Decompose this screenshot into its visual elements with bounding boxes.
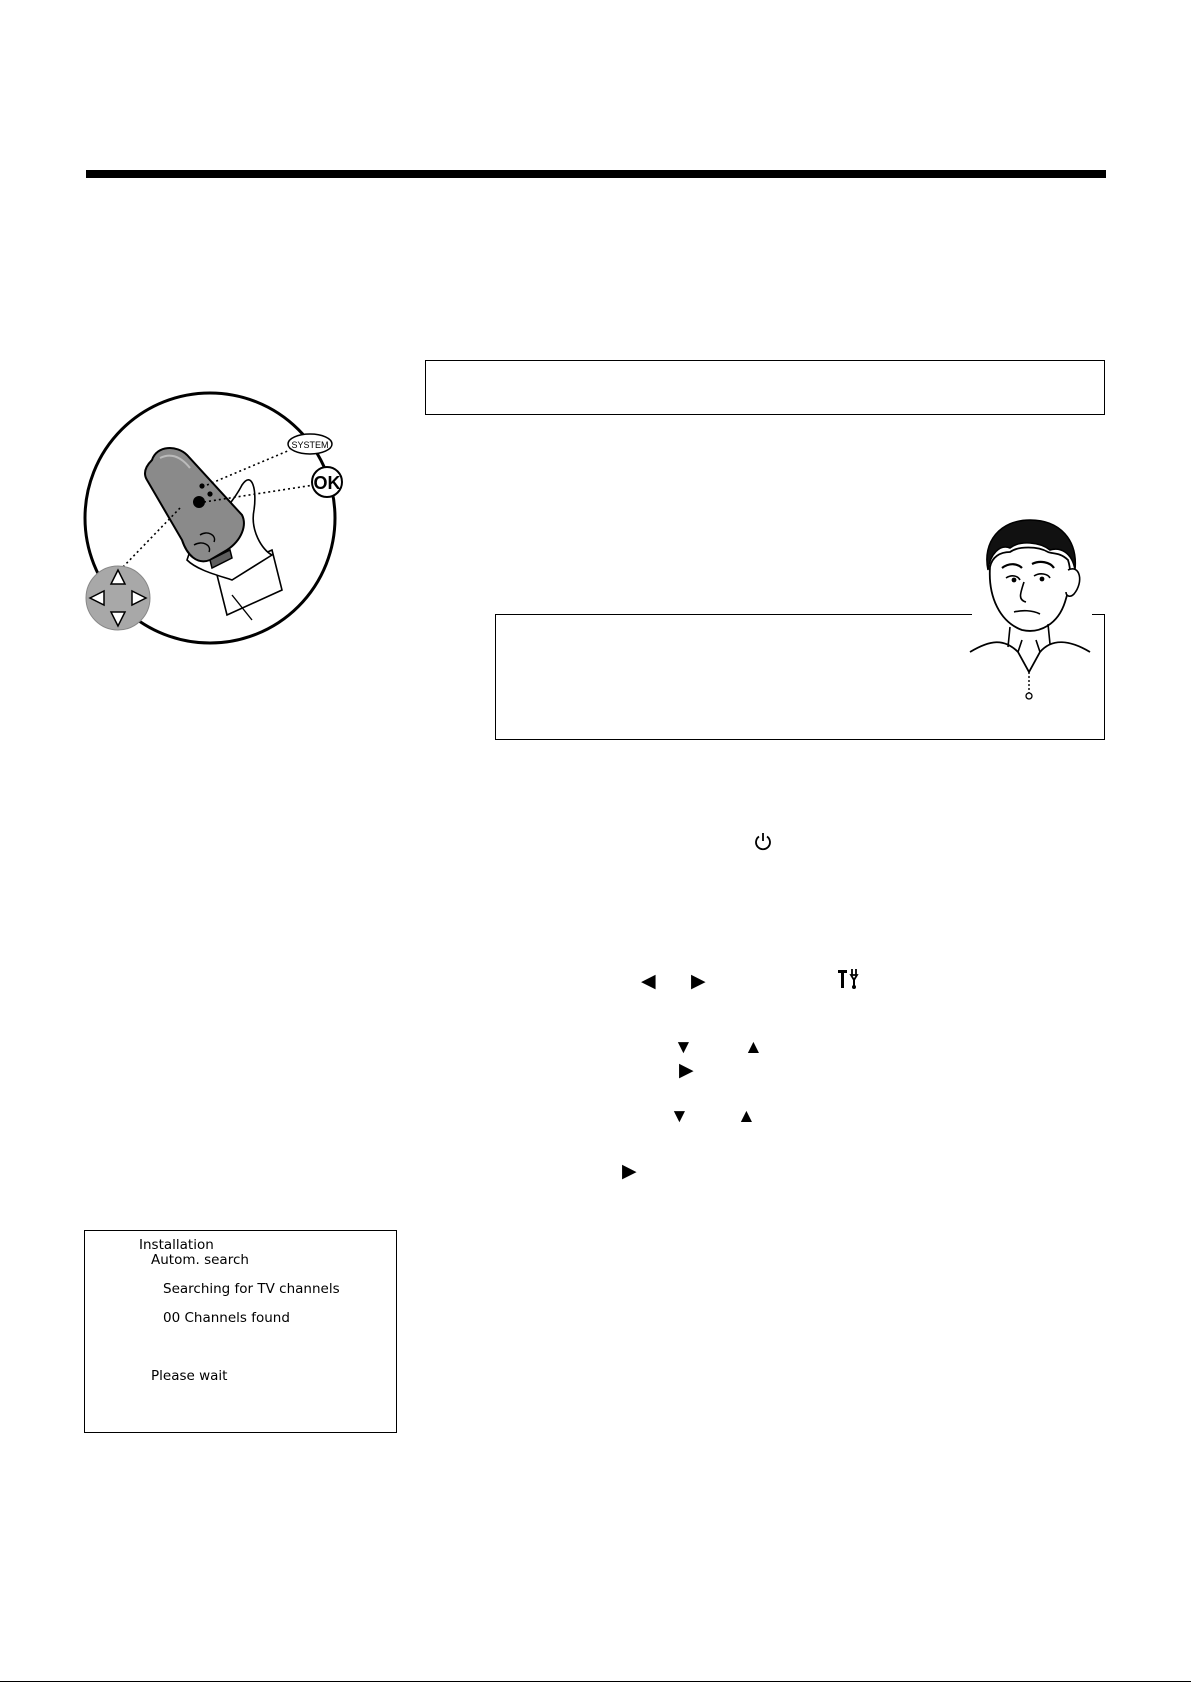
power-icon bbox=[754, 832, 772, 855]
ok-button-label: OK bbox=[313, 473, 341, 493]
arrow-right-icon: ▶ bbox=[622, 1161, 637, 1182]
remote-control-illustration bbox=[82, 390, 372, 650]
arrow-left-icon: ◀ bbox=[641, 971, 656, 992]
top-rule bbox=[86, 170, 1106, 178]
osd-channel-count: 00 Channels found bbox=[163, 1310, 290, 1326]
arrow-right-icon: ▶ bbox=[679, 1060, 694, 1081]
arrow-up-icon: ▲ bbox=[744, 1037, 763, 1058]
cartoon-man-illustration bbox=[960, 512, 1100, 702]
system-button-label: SYSTEM bbox=[291, 440, 329, 450]
osd-title: Installation bbox=[139, 1237, 214, 1253]
osd-wait-text: Please wait bbox=[151, 1368, 228, 1384]
osd-menu-item: Autom. search bbox=[151, 1252, 249, 1268]
bottom-rule bbox=[0, 1681, 1191, 1682]
arrow-down-icon: ▼ bbox=[674, 1037, 693, 1058]
osd-status-text: Searching for TV channels bbox=[163, 1281, 340, 1297]
arrow-down-icon: ▼ bbox=[670, 1106, 689, 1127]
osd-screen bbox=[84, 1230, 397, 1433]
arrow-right-icon: ▶ bbox=[691, 971, 706, 992]
intro-box bbox=[425, 360, 1105, 415]
arrow-up-icon: ▲ bbox=[737, 1106, 756, 1127]
tools-icon bbox=[836, 967, 860, 993]
